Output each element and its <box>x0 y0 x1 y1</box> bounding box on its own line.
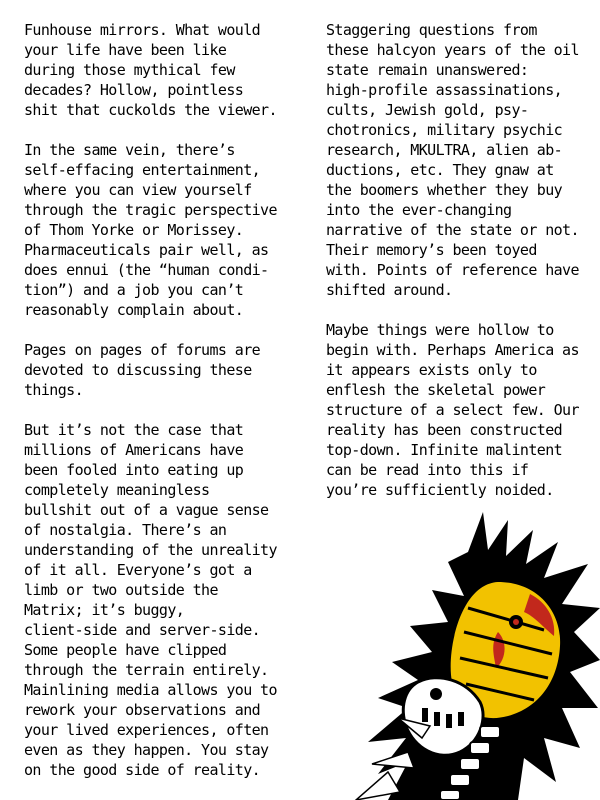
right-column <box>326 20 588 520</box>
paragraph: Maybe things were hollow to begin with. Perhaps America as it appears exists only to enflesh the skeletal power structure of a select few. Our reality has been constructed top-down. Infinite malintent can be read into this if you’re sufficiently noided. <box>326 321 579 499</box>
paragraph: Staggering questions from these halcyon years of the oil state remain unanswered: high-profile assassinations, cults, Jewish gold, psy- chotronics, military psychic research, MKULTRA, alien ab- ductions, etc. They gnaw at the boomers whether they buy into the ever-changing narrative of the state or not. Their memory’s been toyed with. Points of reference have shifted around. <box>326 21 579 299</box>
skeletal-figure-illustration <box>348 512 600 800</box>
paragraph: Pages on pages of forums are devoted to discussing these things. <box>24 341 261 399</box>
paragraph: Funhouse mirrors. What would your life have been like during those mythical few decades? Hollow, pointless shit that cuckolds the viewer. <box>24 21 277 119</box>
paragraph: But it’s not the case that millions of Americans have been fooled into eating up completely meaningless bullshit out of a vague sense of nostalgia. There’s an understanding of the unreality of it all. Everyone’s got a limb or two outside the Matrix; it’s buggy, client-side and server-side. Some people have clipped through the terrain entirely. Mainlining media allows you to rework your observations and your lived experiences, often even as they happen. You stay on the good side of reality. <box>24 421 277 779</box>
paragraph: In the same vein, there’s self-effacing entertainment, where you can view yourself through the tragic perspective of Thom Yorke or Morissey. Pharmaceuticals pair well, as does ennui (the “human condi- tion”) and a job you can’t reasonably complain about. <box>24 141 277 319</box>
left-column <box>24 20 286 800</box>
